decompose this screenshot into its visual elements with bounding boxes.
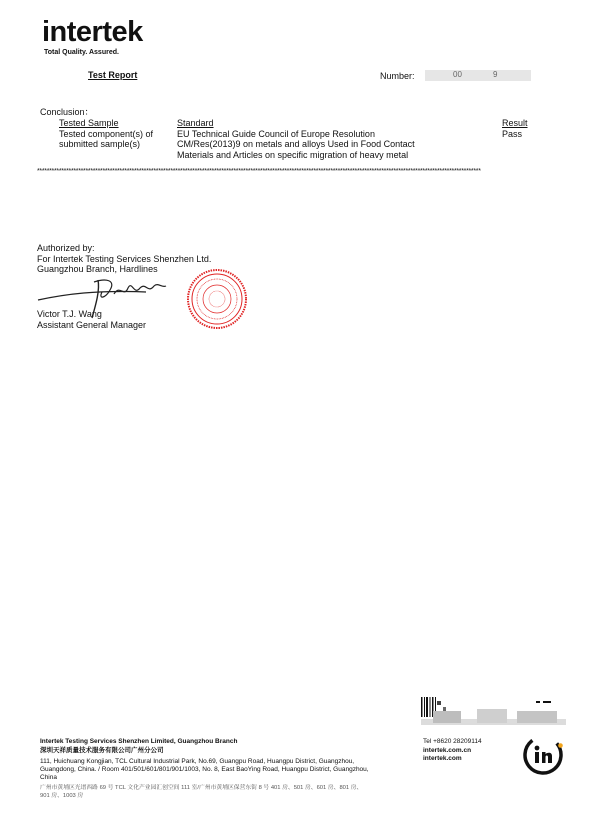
- footer-address-cn: 广州市黄埔区光谱西路 69 号 TCL 文化产业园汇创空间 111 室/广州市黄埔区保营东街 8 号 401 房、501 房、601 房、801 房、901 房、1003 房: [40, 785, 363, 799]
- column-header-sample: Tested Sample: [59, 118, 119, 128]
- intertek-logo: intertek: [42, 16, 143, 48]
- conclusion-label: Conclusion：: [40, 107, 94, 117]
- cell-standard: EU Technical Guide Council of Europe Resolution CM/Res(2013)9 on metals and alloys Used in Food Contact Materials and Articles on specific migration of heavy metal: [177, 128, 415, 160]
- report-number-redacted: [425, 70, 531, 81]
- authorized-by-label: Authorized by:: [37, 243, 95, 253]
- signer-block: [37, 309, 146, 330]
- page-title: Test Report: [88, 70, 138, 80]
- column-header-result: Result: [502, 118, 528, 128]
- authorized-branch: Guangzhou Branch, Hardlines: [37, 264, 158, 274]
- separator-line: ***************************************************************************************************************************************************************************************: [37, 168, 481, 175]
- cell-sample: Tested component(s) of submitted sample(s): [59, 128, 154, 149]
- signer-title: Assistant General Manager: [37, 319, 147, 330]
- report-number-fragment-1: 00: [453, 70, 462, 79]
- cell-result: Pass: [502, 128, 523, 139]
- report-number-fragment-2: 9: [493, 70, 498, 79]
- footer-website[interactable]: intertek.com: [423, 755, 462, 762]
- company-seal: [186, 268, 248, 330]
- conclusion-standard-column: [177, 118, 427, 160]
- signer-name: Victor T.J. Wang: [37, 309, 102, 319]
- intertek-in-icon: [521, 733, 565, 777]
- footer-company: Intertek Testing Services Shenzhen Limited, Guangzhou Branch: [40, 738, 238, 745]
- report-number-label: Number:: [380, 71, 415, 81]
- footer-address: 111, Huichuang Kongjian, TCL Cultural Industrial Park, No.69, Guangpu Road, Huangpu District, Guangzhou, Guangdong, China. / Room 401/501/601/801/901/1003, No. 8, East BaoYing Road, Huangpu District, Guangzhou, China: [40, 758, 369, 781]
- footer-telephone: Tel +8620 28209114: [423, 738, 482, 745]
- logo-tagline: Total Quality. Assured.: [44, 49, 119, 56]
- barcode-icon: [421, 697, 566, 725]
- conclusion-result-column: [502, 118, 542, 139]
- footer-company-cn: 深圳天祥质量技术服务有限公司广州分公司: [40, 747, 164, 754]
- column-header-standard: Standard: [177, 118, 214, 128]
- conclusion-sample-column: [59, 118, 169, 150]
- authorized-for-line: For Intertek Testing Services Shenzhen Ltd.: [37, 253, 212, 264]
- footer-website-cn[interactable]: intertek.com.cn: [423, 747, 472, 754]
